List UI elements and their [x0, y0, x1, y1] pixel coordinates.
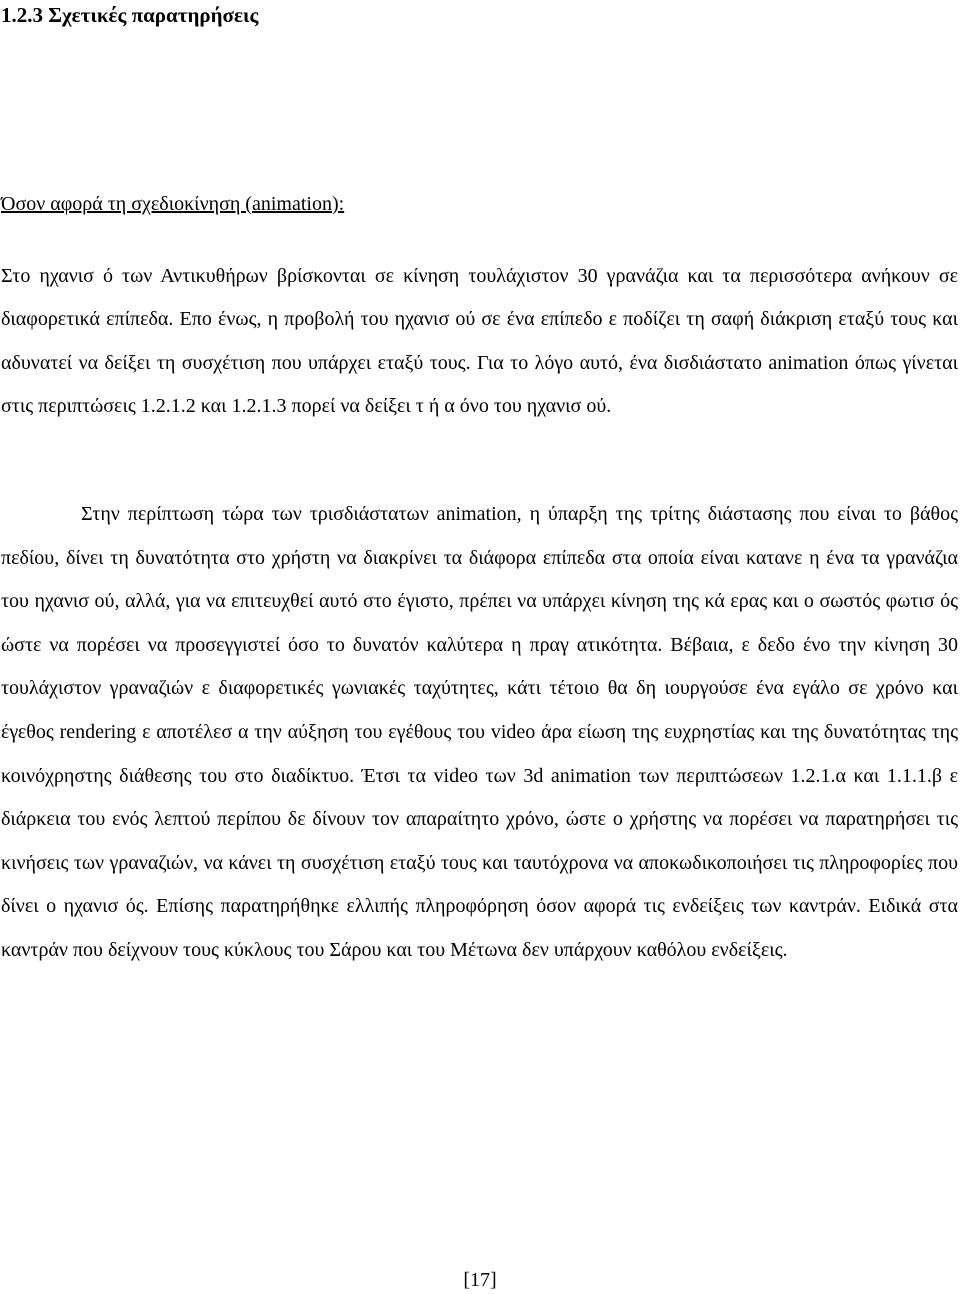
paragraph-mechanism-2d: Στο ηχανισ ό των Αντικυθήρων βρίσκονται σε κίνηση τουλάχιστον 30 γρανάζια και τα περισσότερα ανήκουν σε διαφορετικά επίπεδα. Επο ένως, η προβολή του ηχανισ ού σε ένα επίπεδο ε ποδίζει τη σαφή διάκριση εταξύ τους και αδυνατεί να δείξει τη συσχέτιση που υπάρχει εταξύ τους. Για το λόγο αυτό, ένα δισδιάστατο animation όπως γίνεται στις περιπτώσεις 1.2.1.2 και 1.2.1.3 πορεί να δείξει τ ή α όνο του ηχανισ ού. [1, 265, 958, 418]
paragraph-3d-animation: Στην περίπτωση τώρα των τρισδιάστατων animation, η ύπαρξη της τρίτης διάστασης που είναι το βάθος πεδίου, δίνει τη δυνατότητα στο χρήστη να διακρίνει τα διάφορα επίπεδα στα οποία είναι κατανε η ένα τα γρανάζια του ηχανισ ού, αλλά, για να επιτευχθεί αυτό στο έγιστο, πρέπει να υπάρχει κίνηση της κά ερας και ο σωστός φωτισ ός ώστε να πορέσει να προσεγγιστεί όσο το δυνατόν καλύτερα η πραγ ατικότητα. Βέβαια, ε δεδο ένο την κίνηση 30 τουλάχιστον γραναζιών ε διαφορετικές γωνιακές ταχύτητες, κάτι τέτοιο θα δη ιουργούσε ένα εγάλο σε χρόνο και έγεθος rendering ε αποτέλεσ α την αύξηση του εγέθους του video άρα είωση της ευχρηστίας και της δυνατότητας της κοινόχρηστης διάθεσης του στο διαδίκτυο. Έτσι τα video των 3d animation των περιπτώσεων 1.2.1.α και 1.1.1.β ε διάρκεια του ενός λεπτού περίπου δε δίνουν τον απαραίτητο χρόνο, ώστε ο χρήστης να πορέσει να παρατηρήσει τις κινήσεις των γραναζιών, να κάνει τη συσχέτιση εταξύ τους και ταυτόχρονα να αποκωδικοποιήσει τις πληροφορίες που δίνει ο ηχανισ ός. Επίσης παρατηρήθηκε ελλιπής πληροφόρηση όσον αφορά τις ενδείξεις των καντράν. Ειδικά στα καντράν που δείχνουν τους κύκλους του Σάρου και του Μέτωνα δεν υπάρχουν καθόλου ενδείξεις. [1, 503, 958, 961]
section-heading: 1.2.3 Σχετικές παρατηρήσεις [1, 3, 259, 27]
animation-subheading: Όσον αφορά τη σχεδιοκίνηση (animation): [1, 193, 345, 215]
page-number: [17] [463, 1269, 497, 1291]
